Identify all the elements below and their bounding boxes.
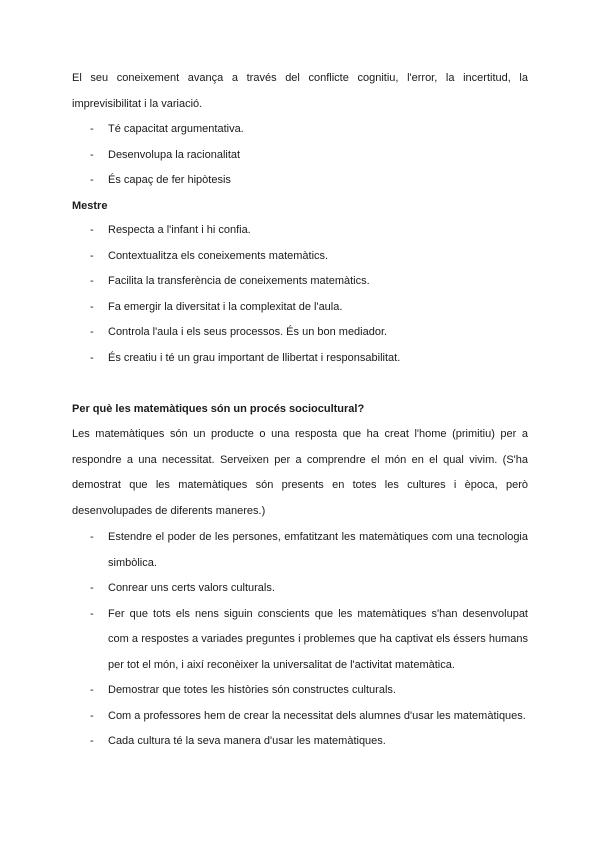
list-item-text: Desenvolupa la racionalitat bbox=[108, 148, 241, 161]
list-item bbox=[72, 602, 528, 679]
dash-bullet: - bbox=[90, 351, 94, 364]
list-item bbox=[72, 729, 528, 755]
list-item bbox=[72, 576, 528, 602]
dash-bullet: - bbox=[90, 735, 94, 747]
teacher-heading: Mestre bbox=[72, 200, 108, 212]
dash-bullet: - bbox=[90, 326, 94, 338]
student-list-block bbox=[72, 117, 528, 194]
dash-bullet: - bbox=[90, 224, 94, 236]
teacher-traits-list bbox=[72, 218, 528, 371]
dash-bullet: - bbox=[90, 709, 94, 722]
dash-bullet: - bbox=[90, 123, 94, 135]
teacher-list-block bbox=[72, 218, 528, 371]
list-item-text: Estendre el poder de les persones, emfatitzant les matemàtiques com una tecnologia simbòlica. bbox=[108, 531, 528, 569]
list-item bbox=[72, 678, 528, 704]
list-item-text: Té capacitat argumentativa. bbox=[108, 123, 244, 135]
list-item-text: Com a professores hem de crear la necessitat dels alumnes d'usar les matemàtiques. bbox=[108, 709, 526, 722]
intro-block bbox=[72, 66, 528, 117]
dash-bullet: - bbox=[90, 174, 94, 186]
section-paragraph-block bbox=[72, 422, 528, 524]
list-item bbox=[72, 704, 528, 730]
list-item-text: Fer que tots els nens siguin conscients que les matemàtiques s'han desenvolupat com a respostes a variades preguntes i problemes que ha captivat els éssers humans per tot el món, i així reconèixer la universalitat de l'activitat matemàtica. bbox=[108, 607, 528, 671]
dash-bullet: - bbox=[90, 607, 94, 620]
list-item-text: Controla l'aula i els seus processos. És un bon mediador. bbox=[108, 326, 388, 338]
student-traits-list bbox=[72, 117, 528, 194]
list-item-text: És capaç de fer hipòtesis bbox=[108, 174, 231, 186]
section-goals-list bbox=[72, 525, 528, 755]
dash-bullet: - bbox=[90, 582, 94, 594]
list-item bbox=[72, 269, 528, 295]
list-item bbox=[72, 295, 528, 321]
list-item-text: Facilita la transferència de coneixements matemàtics. bbox=[108, 275, 370, 287]
list-item bbox=[72, 218, 528, 244]
section-paragraph: Les matemàtiques són un producte o una resposta que ha creat l'home (primitiu) per a respondre a una necessitat. Serveixen per a comprendre el món en el qual vivim. (S'ha demostrat que les matemàtiques són presents en totes les cultures i època, però desenvolupades de diferents maneres.) bbox=[72, 428, 528, 517]
list-item bbox=[72, 346, 528, 372]
list-item-text: Contextualitza els coneixements matemàtics. bbox=[108, 249, 329, 262]
list-item-text: Respecta a l'infant i hi confia. bbox=[108, 224, 251, 236]
list-item bbox=[72, 320, 528, 346]
dash-bullet: - bbox=[90, 275, 94, 287]
dash-bullet: - bbox=[90, 684, 94, 696]
teacher-heading-block bbox=[72, 197, 528, 215]
list-item-text: És creatiu i té un grau important de llibertat i responsabilitat. bbox=[108, 351, 401, 364]
section-heading-block bbox=[72, 400, 528, 418]
list-item-text: Fa emergir la diversitat i la complexitat de l'aula. bbox=[108, 300, 343, 313]
dash-bullet: - bbox=[90, 531, 94, 543]
list-item bbox=[72, 168, 528, 194]
section-heading: Per què les matemàtiques són un procés sociocultural? bbox=[72, 403, 365, 415]
list-item-text: Demostrar que totes les històries són constructes culturals. bbox=[108, 684, 396, 696]
dash-bullet: - bbox=[90, 148, 94, 161]
list-item bbox=[72, 244, 528, 270]
dash-bullet: - bbox=[90, 300, 94, 313]
dash-bullet: - bbox=[90, 249, 94, 262]
intro-paragraph: El seu coneixement avança a través del conflicte cognitiu, l'error, la incertitud, la imprevisibilitat i la variació. bbox=[72, 72, 528, 110]
list-item bbox=[72, 117, 528, 143]
list-item bbox=[72, 525, 528, 576]
list-item-text: Conrear uns certs valors culturals. bbox=[108, 582, 275, 594]
section-list-block bbox=[72, 525, 528, 755]
list-item bbox=[72, 143, 528, 169]
list-item-text: Cada cultura té la seva manera d'usar les matemàtiques. bbox=[108, 735, 386, 747]
